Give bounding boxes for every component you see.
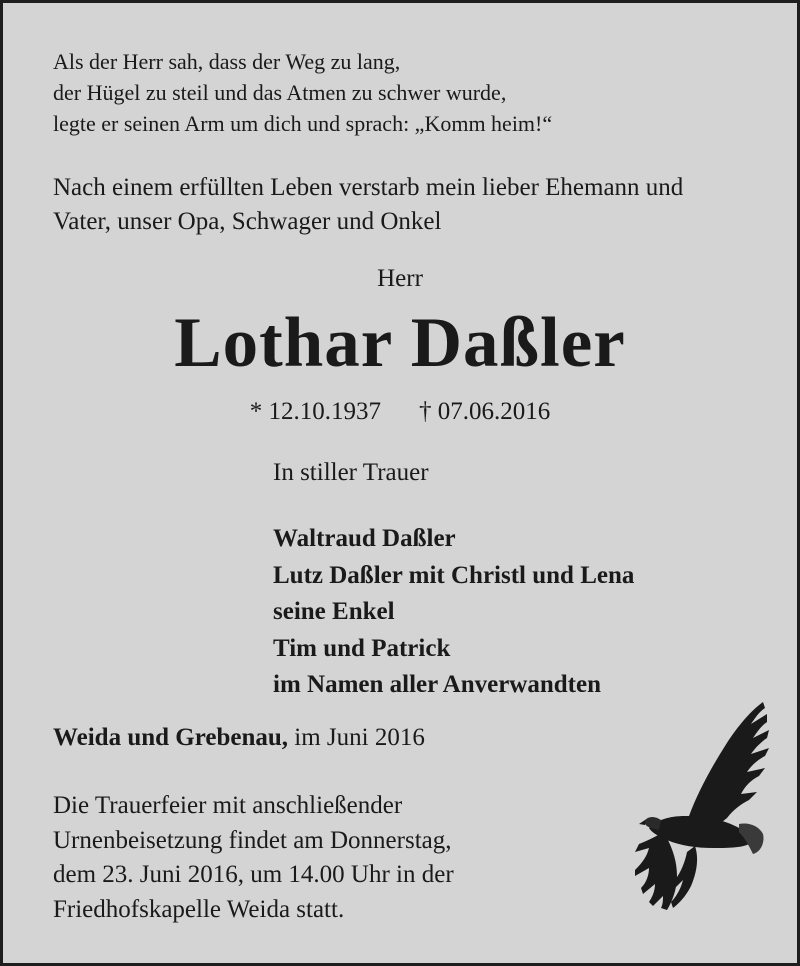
mourner: Tim und Patrick bbox=[273, 634, 451, 662]
ceremony-line: dem 23. Juni 2016, um 14.00 Uhr in der bbox=[53, 861, 454, 888]
place-month: im Juni 2016 bbox=[294, 724, 425, 751]
eagle-icon bbox=[601, 698, 771, 913]
life-dates bbox=[3, 398, 797, 426]
place-location: Weida und Grebenau, bbox=[53, 724, 289, 751]
ceremony-line: Die Trauerfeier mit anschließender bbox=[53, 792, 403, 819]
mourner: Lutz Daßler mit Christl und Lena bbox=[273, 561, 635, 589]
intro-text bbox=[53, 171, 683, 239]
verse-line: legte er seinen Arm um dich und sprach: „Komm heim!“ bbox=[53, 111, 553, 136]
death-date: † 07.06.2016 bbox=[419, 398, 551, 425]
verse bbox=[53, 46, 552, 139]
place-date bbox=[53, 724, 425, 752]
mourner: seine Enkel bbox=[273, 598, 395, 625]
salutation: Herr bbox=[377, 265, 423, 292]
mourner: im Namen aller Anverwandten bbox=[273, 671, 601, 698]
ceremony-line: Friedhofskapelle Weida statt. bbox=[53, 895, 345, 923]
intro-line: Vater, unser Opa, Schwager und Onkel bbox=[53, 208, 442, 235]
mourners-list bbox=[273, 521, 634, 704]
mourner: Waltraud Daßler bbox=[273, 525, 456, 552]
deceased-name: Lothar Daßler bbox=[174, 304, 626, 382]
birth-date: * 12.10.1937 bbox=[249, 398, 381, 425]
ceremony-info bbox=[53, 789, 454, 927]
ceremony-line: Urnenbeisetzung findet am Donnerstag, bbox=[53, 826, 452, 854]
verse-line: Als der Herr sah, dass der Weg zu lang, bbox=[53, 49, 401, 74]
intro-line: Nach einem erfüllten Leben verstarb mein lieber Ehemann und bbox=[53, 174, 684, 201]
mourning-heading: In stiller Trauer bbox=[273, 459, 429, 486]
verse-line: der Hügel zu steil und das Atmen zu schwer wurde, bbox=[53, 80, 507, 105]
